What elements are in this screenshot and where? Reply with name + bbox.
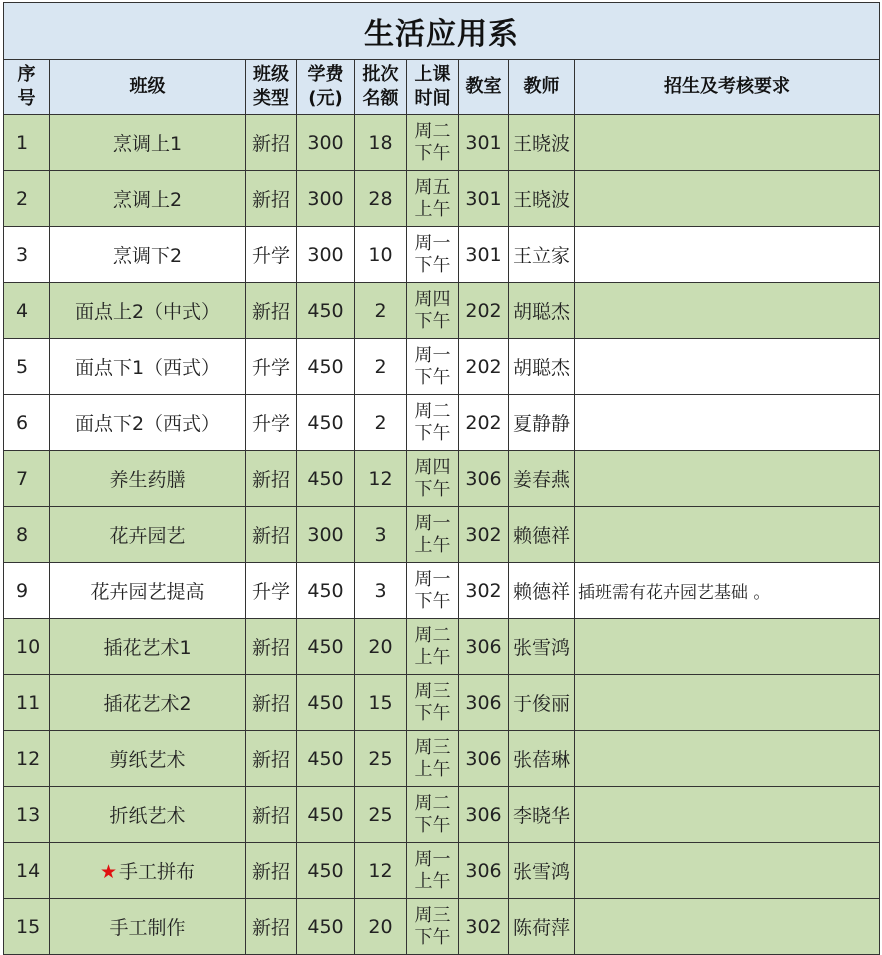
cell-room: 202 xyxy=(459,339,509,395)
cell-room: 302 xyxy=(459,563,509,619)
header-requirements: 招生及考核要求 xyxy=(575,60,880,115)
time-period: 下午 xyxy=(414,478,451,500)
time-day: 周一 xyxy=(414,232,451,254)
cell-teacher: 胡聪杰 xyxy=(509,339,575,395)
cell-class-name xyxy=(50,731,246,787)
table-row xyxy=(4,675,880,731)
cell-requirements xyxy=(575,731,880,787)
time-period: 下午 xyxy=(414,142,451,164)
time-day: 周一 xyxy=(414,344,451,366)
cell-quota: 28 xyxy=(355,171,407,227)
time-day: 周四 xyxy=(414,288,451,310)
table-row xyxy=(4,115,880,171)
class-name-text: 插花艺术1 xyxy=(103,637,192,659)
header-teacher: 教师 xyxy=(509,60,575,115)
cell-class-type: 升学 xyxy=(246,563,297,619)
class-name-text: 插花艺术2 xyxy=(103,693,192,715)
cell-quota: 20 xyxy=(355,899,407,955)
cell-room: 306 xyxy=(459,843,509,899)
table-row xyxy=(4,283,880,339)
cell-time xyxy=(407,283,459,339)
cell-time xyxy=(407,171,459,227)
cell-index: 11 xyxy=(4,675,50,731)
cell-teacher: 张蓓琳 xyxy=(509,731,575,787)
cell-fee: 300 xyxy=(297,171,355,227)
class-name-text: 面点上2（中式） xyxy=(74,301,221,323)
cell-class-name xyxy=(50,283,246,339)
header-index: 序 号 xyxy=(4,60,50,115)
class-name-text: 手工制作 xyxy=(109,917,186,939)
cell-teacher: 胡聪杰 xyxy=(509,283,575,339)
table-row xyxy=(4,395,880,451)
cell-time xyxy=(407,227,459,283)
cell-requirements xyxy=(575,339,880,395)
cell-class-name xyxy=(50,507,246,563)
cell-quota: 20 xyxy=(355,619,407,675)
cell-class-type: 新招 xyxy=(246,171,297,227)
header-quota: 批次 名额 xyxy=(355,60,407,115)
cell-fee: 300 xyxy=(297,507,355,563)
table-row xyxy=(4,227,880,283)
cell-teacher: 赖德祥 xyxy=(509,507,575,563)
cell-time xyxy=(407,619,459,675)
cell-fee: 450 xyxy=(297,731,355,787)
time-period: 上午 xyxy=(414,870,451,892)
cell-fee: 450 xyxy=(297,899,355,955)
cell-index: 14 xyxy=(4,843,50,899)
cell-class-type: 新招 xyxy=(246,283,297,339)
cell-teacher: 张雪鸿 xyxy=(509,619,575,675)
cell-room: 301 xyxy=(459,171,509,227)
class-name-text: 养生药膳 xyxy=(109,469,186,491)
time-day: 周三 xyxy=(414,736,451,758)
cell-index: 8 xyxy=(4,507,50,563)
table-row xyxy=(4,339,880,395)
time-day: 周二 xyxy=(414,792,451,814)
time-day: 周一 xyxy=(414,512,451,534)
cell-requirements xyxy=(575,115,880,171)
cell-fee: 450 xyxy=(297,451,355,507)
cell-time xyxy=(407,787,459,843)
time-period: 下午 xyxy=(414,814,451,836)
header-row xyxy=(4,60,880,115)
cell-room: 302 xyxy=(459,899,509,955)
time-day: 周三 xyxy=(414,904,451,926)
cell-time xyxy=(407,843,459,899)
time-period: 上午 xyxy=(414,198,451,220)
cell-index: 2 xyxy=(4,171,50,227)
time-day: 周一 xyxy=(414,848,451,870)
cell-time xyxy=(407,899,459,955)
cell-time xyxy=(407,451,459,507)
time-day: 周五 xyxy=(414,176,451,198)
cell-time xyxy=(407,675,459,731)
cell-quota: 15 xyxy=(355,675,407,731)
time-period: 下午 xyxy=(414,254,451,276)
class-name-text: 花卉园艺 xyxy=(109,525,186,547)
cell-quota: 12 xyxy=(355,451,407,507)
cell-room: 306 xyxy=(459,675,509,731)
table-row xyxy=(4,731,880,787)
cell-room: 301 xyxy=(459,115,509,171)
course-table-container xyxy=(3,2,879,955)
cell-requirements xyxy=(575,283,880,339)
cell-requirements xyxy=(575,899,880,955)
cell-class-name xyxy=(50,843,246,899)
cell-index: 3 xyxy=(4,227,50,283)
class-name-text: 剪纸艺术 xyxy=(109,749,186,771)
cell-class-name xyxy=(50,619,246,675)
cell-class-name xyxy=(50,899,246,955)
cell-index: 6 xyxy=(4,395,50,451)
cell-fee: 450 xyxy=(297,619,355,675)
cell-class-name xyxy=(50,563,246,619)
class-name-text: 花卉园艺提高 xyxy=(90,581,205,603)
time-period: 上午 xyxy=(414,646,451,668)
cell-requirements xyxy=(575,171,880,227)
cell-time xyxy=(407,731,459,787)
header-fee: 学费 (元) xyxy=(297,60,355,115)
cell-teacher: 赖德祥 xyxy=(509,563,575,619)
time-period: 下午 xyxy=(414,422,451,444)
class-name-text: 面点下2（西式） xyxy=(74,413,221,435)
course-table xyxy=(3,2,880,955)
cell-requirements xyxy=(575,227,880,283)
class-name-text: 手工拼布 xyxy=(119,861,196,883)
cell-requirements xyxy=(575,843,880,899)
cell-quota: 3 xyxy=(355,507,407,563)
cell-index: 15 xyxy=(4,899,50,955)
cell-quota: 25 xyxy=(355,787,407,843)
table-row xyxy=(4,171,880,227)
table-row xyxy=(4,787,880,843)
table-row xyxy=(4,507,880,563)
time-day: 周四 xyxy=(414,456,451,478)
cell-class-type: 新招 xyxy=(246,507,297,563)
cell-quota: 3 xyxy=(355,563,407,619)
table-body xyxy=(4,115,880,955)
cell-class-type: 升学 xyxy=(246,227,297,283)
time-period: 下午 xyxy=(414,366,451,388)
cell-fee: 300 xyxy=(297,227,355,283)
cell-teacher: 张雪鸿 xyxy=(509,843,575,899)
time-period: 下午 xyxy=(414,310,451,332)
cell-class-type: 新招 xyxy=(246,731,297,787)
cell-class-type: 新招 xyxy=(246,675,297,731)
cell-quota: 2 xyxy=(355,339,407,395)
table-row xyxy=(4,619,880,675)
time-period: 下午 xyxy=(414,926,451,948)
time-period: 上午 xyxy=(414,534,451,556)
cell-fee: 450 xyxy=(297,563,355,619)
cell-quota: 25 xyxy=(355,731,407,787)
table-row xyxy=(4,451,880,507)
header-room: 教室 xyxy=(459,60,509,115)
cell-class-name xyxy=(50,115,246,171)
cell-class-type: 新招 xyxy=(246,899,297,955)
cell-requirements xyxy=(575,507,880,563)
cell-fee: 300 xyxy=(297,115,355,171)
cell-teacher: 姜春燕 xyxy=(509,451,575,507)
cell-teacher: 于俊丽 xyxy=(509,675,575,731)
cell-teacher: 夏静静 xyxy=(509,395,575,451)
cell-class-name xyxy=(50,227,246,283)
cell-index: 12 xyxy=(4,731,50,787)
cell-class-type: 新招 xyxy=(246,451,297,507)
cell-requirements xyxy=(575,675,880,731)
cell-class-type: 新招 xyxy=(246,115,297,171)
cell-room: 306 xyxy=(459,787,509,843)
cell-requirements xyxy=(575,619,880,675)
cell-class-name xyxy=(50,171,246,227)
cell-fee: 450 xyxy=(297,339,355,395)
cell-class-type: 新招 xyxy=(246,843,297,899)
cell-time xyxy=(407,339,459,395)
cell-requirements xyxy=(575,787,880,843)
cell-quota: 2 xyxy=(355,283,407,339)
cell-teacher: 王晓波 xyxy=(509,171,575,227)
time-period: 下午 xyxy=(414,590,451,612)
cell-teacher: 王立家 xyxy=(509,227,575,283)
class-name-text: 面点下1（西式） xyxy=(74,357,221,379)
cell-index: 4 xyxy=(4,283,50,339)
cell-index: 10 xyxy=(4,619,50,675)
cell-requirements xyxy=(575,451,880,507)
cell-quota: 2 xyxy=(355,395,407,451)
cell-requirements xyxy=(575,395,880,451)
cell-fee: 450 xyxy=(297,787,355,843)
cell-class-type: 新招 xyxy=(246,619,297,675)
cell-index: 7 xyxy=(4,451,50,507)
cell-fee: 450 xyxy=(297,283,355,339)
time-day: 周二 xyxy=(414,624,451,646)
cell-index: 9 xyxy=(4,563,50,619)
cell-class-name xyxy=(50,451,246,507)
cell-teacher: 王晓波 xyxy=(509,115,575,171)
cell-room: 306 xyxy=(459,451,509,507)
cell-time xyxy=(407,115,459,171)
cell-class-type: 升学 xyxy=(246,395,297,451)
time-day: 周三 xyxy=(414,680,451,702)
star-icon: ★ xyxy=(99,861,118,883)
table-row xyxy=(4,563,880,619)
header-time: 上课 时间 xyxy=(407,60,459,115)
cell-index: 13 xyxy=(4,787,50,843)
table-row xyxy=(4,899,880,955)
time-period: 上午 xyxy=(414,758,451,780)
cell-class-name xyxy=(50,675,246,731)
cell-fee: 450 xyxy=(297,395,355,451)
cell-room: 306 xyxy=(459,731,509,787)
cell-quota: 10 xyxy=(355,227,407,283)
cell-requirements: 插班需有花卉园艺基础 。 xyxy=(575,563,880,619)
cell-time xyxy=(407,507,459,563)
cell-class-type: 新招 xyxy=(246,787,297,843)
cell-room: 202 xyxy=(459,283,509,339)
cell-room: 202 xyxy=(459,395,509,451)
cell-fee: 450 xyxy=(297,675,355,731)
header-class-name: 班级 xyxy=(50,60,246,115)
cell-class-name xyxy=(50,395,246,451)
cell-class-type: 升学 xyxy=(246,339,297,395)
cell-quota: 12 xyxy=(355,843,407,899)
class-name-text: 烹调上1 xyxy=(112,133,183,155)
cell-time xyxy=(407,563,459,619)
time-day: 周一 xyxy=(414,568,451,590)
cell-teacher: 李晓华 xyxy=(509,787,575,843)
cell-time xyxy=(407,395,459,451)
cell-class-name xyxy=(50,787,246,843)
cell-room: 301 xyxy=(459,227,509,283)
time-day: 周二 xyxy=(414,400,451,422)
cell-class-name xyxy=(50,339,246,395)
class-name-text: 烹调上2 xyxy=(112,189,183,211)
cell-index: 5 xyxy=(4,339,50,395)
cell-quota: 18 xyxy=(355,115,407,171)
class-name-text: 烹调下2 xyxy=(112,245,183,267)
cell-fee: 450 xyxy=(297,843,355,899)
cell-room: 302 xyxy=(459,507,509,563)
cell-index: 1 xyxy=(4,115,50,171)
cell-room: 306 xyxy=(459,619,509,675)
header-class-type: 班级 类型 xyxy=(246,60,297,115)
cell-teacher: 陈荷萍 xyxy=(509,899,575,955)
time-period: 下午 xyxy=(414,702,451,724)
time-day: 周二 xyxy=(414,120,451,142)
table-row xyxy=(4,843,880,899)
table-title: 生活应用系 xyxy=(4,3,880,60)
class-name-text: 折纸艺术 xyxy=(109,805,186,827)
